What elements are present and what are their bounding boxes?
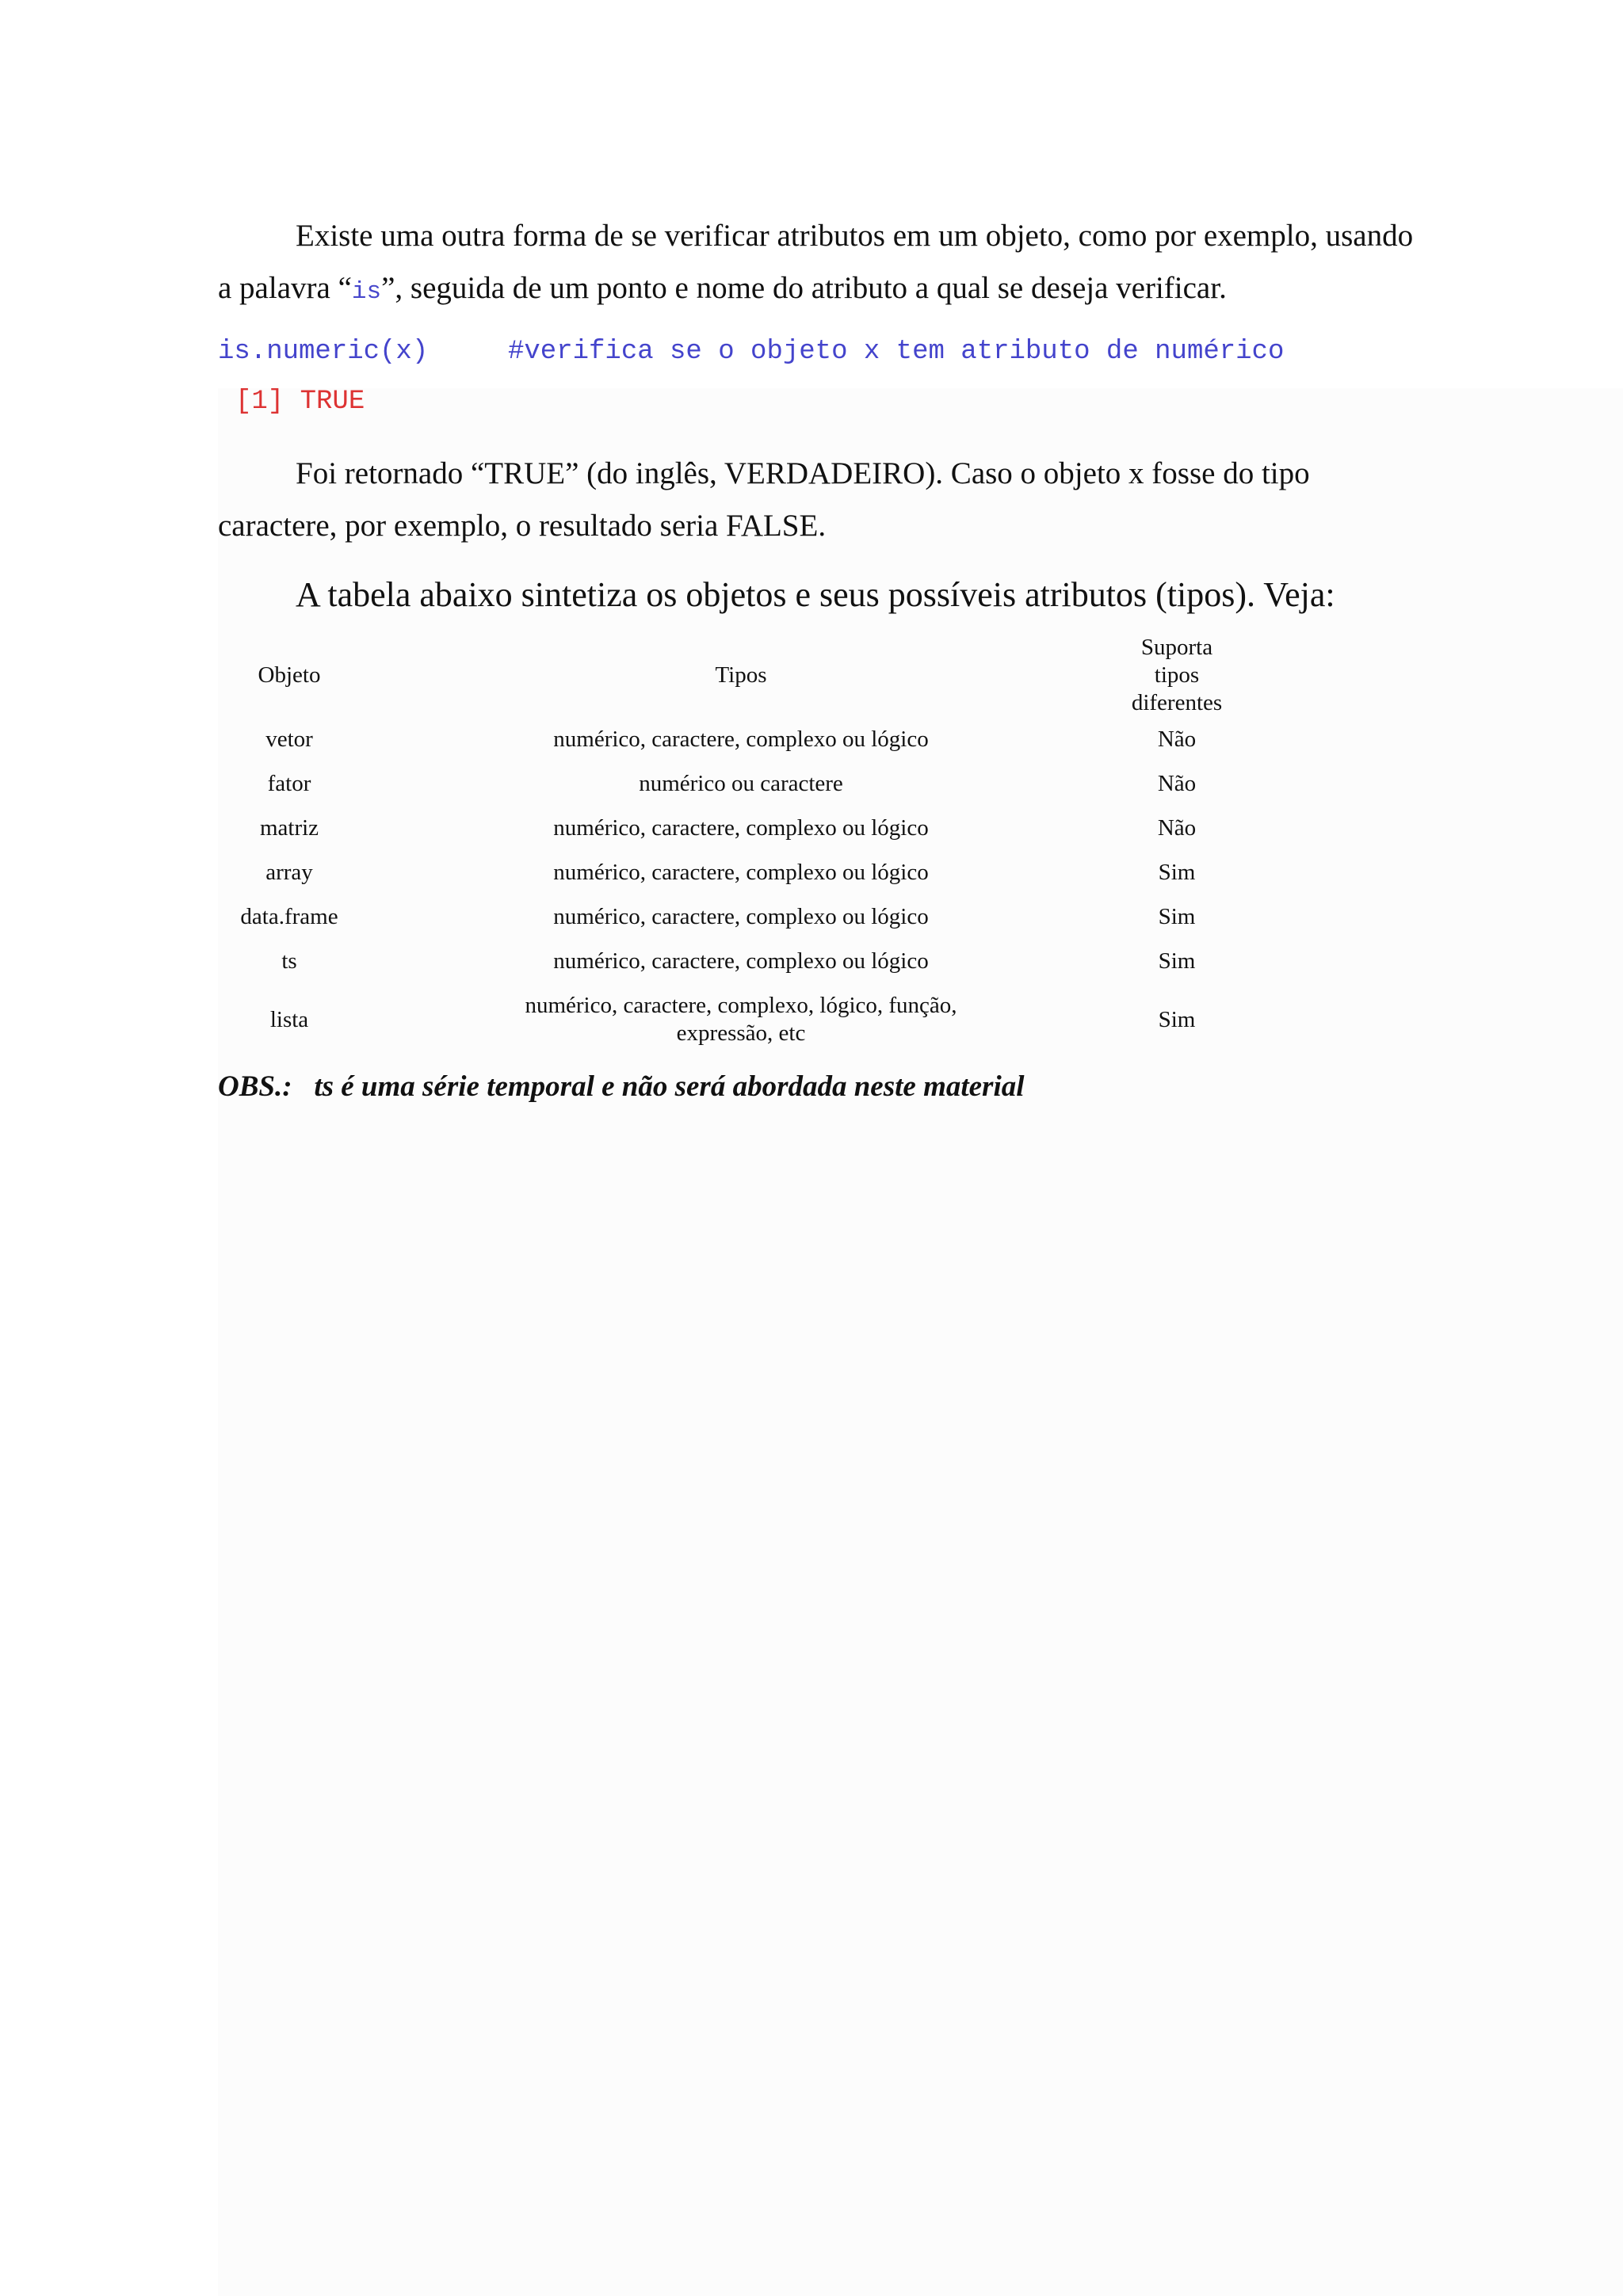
objects-types-table — [218, 634, 1232, 1056]
table-row — [218, 761, 1232, 806]
table-row — [218, 850, 1232, 894]
header-objeto: Objeto — [258, 662, 321, 688]
obs-note — [218, 1070, 1025, 1104]
cell-tipos: numérico, caractere, complexo ou lógico — [553, 859, 929, 885]
paragraph-result — [218, 448, 1415, 552]
table-header-row — [218, 634, 1232, 717]
paragraph-text: Existe uma outra forma de se verificar atributos em um objeto, como por exemplo, usando a palavra “ — [218, 219, 1414, 305]
cell-suporta: Não — [1157, 726, 1197, 752]
paragraph-is-functions — [218, 210, 1415, 318]
cell-tipos: numérico, caractere, complexo ou lógico — [553, 903, 929, 929]
cell-objeto: vetor — [265, 726, 313, 752]
cell-tipos: numérico ou caractere — [639, 770, 843, 796]
cell-objeto: matriz — [259, 814, 319, 841]
table-row — [218, 894, 1232, 939]
header-tipos: Tipos — [715, 662, 767, 688]
cell-tipos: numérico, caractere, complexo ou lógico — [553, 814, 929, 841]
cell-objeto: ts — [281, 948, 297, 974]
paragraph-text: A tabela abaixo sintetiza os objetos e seus possíveis atributos (tipos). Veja: — [296, 575, 1335, 614]
table-row — [218, 806, 1232, 850]
cell-suporta: Sim — [1158, 859, 1196, 885]
obs-label: OBS.: — [218, 1070, 292, 1103]
table-row — [218, 983, 1232, 1056]
table-row — [218, 939, 1232, 983]
cell-suporta: Sim — [1158, 948, 1196, 974]
code-comment: #verifica se o objeto x tem atributo de numérico — [508, 337, 1285, 367]
cell-tipos-text: numérico, caractere, complexo, lógico, função, expressão, etc — [525, 993, 957, 1046]
cell-suporta: Não — [1157, 814, 1197, 841]
code-input: is.numeric(x) — [218, 337, 429, 367]
code-output: [1] TRUE — [235, 387, 365, 417]
cell-tipos — [361, 983, 1121, 1056]
paragraph-table-intro — [218, 569, 1415, 621]
cell-objeto: data.frame — [240, 903, 338, 929]
header-suporta — [1121, 634, 1232, 717]
obs-text: ts é uma série temporal e não será abordada neste material — [314, 1070, 1025, 1103]
cell-tipos: numérico, caractere, complexo ou lógico — [553, 726, 929, 752]
cell-suporta: Sim — [1158, 903, 1196, 929]
code-input-line — [218, 337, 1285, 367]
table-row — [218, 717, 1232, 761]
cell-tipos: numérico, caractere, complexo ou lógico — [553, 948, 929, 974]
cell-objeto: fator — [267, 770, 311, 796]
cell-objeto: lista — [269, 1006, 309, 1032]
cell-suporta: Sim — [1158, 1006, 1196, 1032]
paragraph-text: ”, seguida de um ponto e nome do atributo a qual se deseja verificar. — [381, 271, 1227, 305]
header-suporta-text: Suporta tipos diferentes — [1131, 635, 1223, 715]
cell-suporta: Não — [1157, 770, 1197, 796]
cell-objeto: array — [265, 859, 313, 885]
inline-code-is: is — [351, 278, 382, 306]
paragraph-text: Foi retornado “TRUE” (do inglês, VERDADEIRO). Caso o objeto x fosse do tipo caractere, por exemplo, o resultado seria FALSE. — [218, 456, 1310, 543]
